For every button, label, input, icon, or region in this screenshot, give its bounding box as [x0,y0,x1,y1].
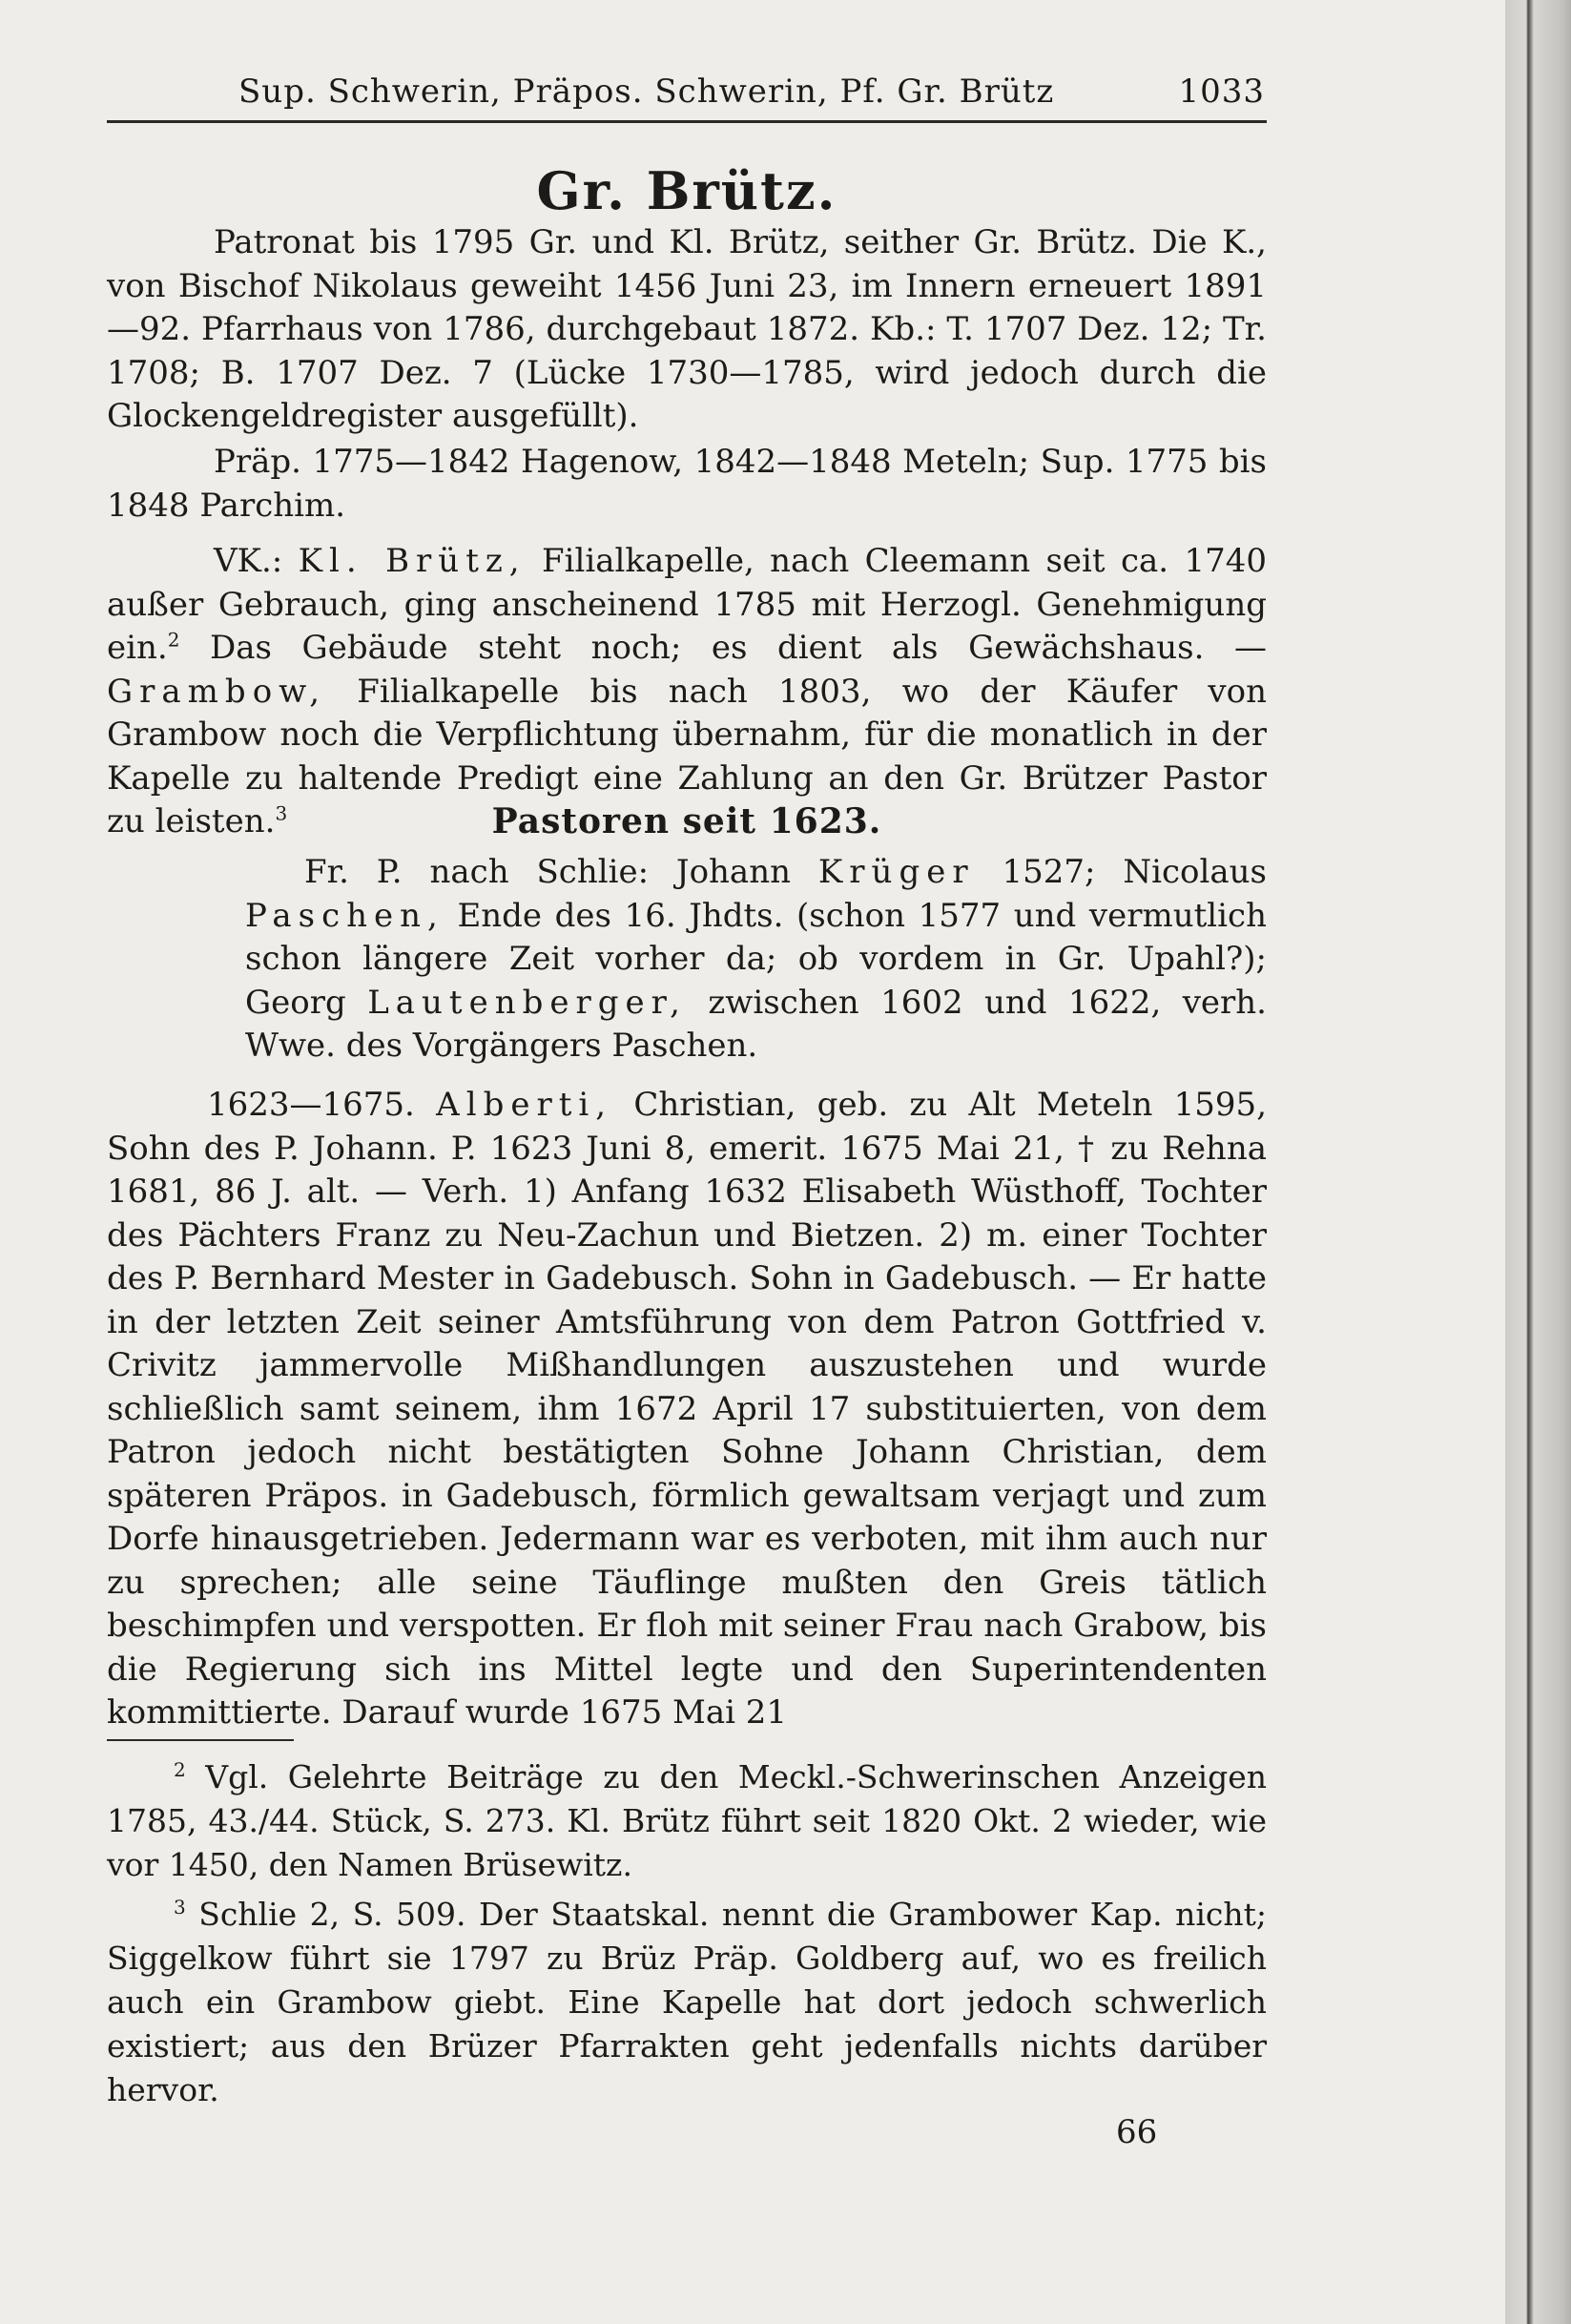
running-title: Sup. Schwerin, Präpos. Schwerin, Pf. Gr. Brütz [238,73,1055,111]
patronat-paragraph: Patronat bis 1795 Gr. und Kl. Brütz, seither Gr. Brütz. Die K., von Bischof Nikolaus geweiht 1456 Juni 23, im Innern erneuert 1891—92. Pfarrhaus von 1786, durchgebaut 1872. Kb.: T. 1707 Dez. 12; Tr. 1708; B. 1707 Dez. 7 (Lücke 1730—1785, wird jedoch durch die Glockengeldregister ausgefüllt). [107,223,1267,435]
footnote-rule [107,1739,294,1741]
fr-krueger: Krüger [817,853,975,891]
footnote-2 [107,1755,1267,1887]
fr-text-d: zwischen 1602 und 1622, verh. Wwe. des Vorgängers Paschen. [245,983,1267,1065]
footnote-ref-3: 3 [275,801,288,825]
vk-label: VK.: [214,542,283,580]
fr-lautenberger: Lautenberger, [367,983,687,1022]
vk-text-2: Das Gebäude steht noch; es dient als Gewächshaus. — [210,629,1267,667]
alberti-text: Christian, geb. zu Alt Meteln 1595, Sohn des P. Johann. P. 1623 Juni 8, emerit. 1675 Mai 21, † zu Rehna 1681, 86 J. alt. — Verh. 1) Anfang 1632 Elisabeth Wüsthoff, Tochter des Pächters Franz zu Neu-Zachun und Bietzen. 2) m. einer Tochter des P. Bernhard Mester in Gadebusch. Sohn in Gadebusch. — Er hatte in der letzten Zeit seiner Amtsführung von dem Patron Gottfried v. Crivitz jammervolle Mißhandlungen auszustehen und wurde schließlich samt seinem, ihm 1672 April 17 substituierten, von dem Patron jedoch nicht bestätigten Sohne Johann Christian, dem späteren Präpos. in Gadebusch, förmlich gewaltsam verjagt und zum Dorfe hinausgetrieben. Jedermann war es verboten, mit ihm auch nur zu sprechen; alle seine Täuflinge mußten den Greis tätlich beschimpfen und verspotten. Er floh mit seiner Frau nach Grabow, bis die Regierung sich ins Mittel legte und den Superintendenten kommittierte. Darauf wurde 1675 Mai 21 [107,1086,1268,1732]
fruehere-pastoren [245,851,1267,1069]
footnote-3 [107,1893,1267,2112]
running-header [107,67,1267,123]
fr-text-a: Fr. P. nach Schlie: Johann [304,853,791,891]
alberti-entry [107,1084,1267,1735]
alberti-name: Alberti, [436,1086,613,1124]
fr-text-b: 1527; Nicolaus [1002,853,1267,891]
fr-paschen: Paschen, [245,896,444,935]
alberti-years: 1623—1675. [207,1086,415,1124]
footnote-ref-2: 2 [167,628,180,652]
footnote-2-text: Vgl. Gelehrte Beiträge zu den Meckl.-Schwerinschen Anzeigen 1785, 43./44. Stück, S. 273. Kl. Brütz führt seit 1820 Okt. 2 wieder, wie vor 1450, den Namen Brüsewitz. [107,1758,1267,1883]
vk-text-1: Filialkapelle, nach Cleemann seit ca. 1740 außer Gebrauch, ging anscheinend 1785 mit Herzogl. Genehmigung ein. [107,542,1267,667]
pastoren-heading: Pastoren seit 1623. [491,801,882,841]
footnote-2-mark: 2 [174,1758,186,1781]
book-binding-edge [1505,0,1571,2324]
vk-kl-bruetz: Kl. Brütz, [298,542,527,580]
parish-title: Gr. Brütz. [536,160,837,221]
praepositur-paragraph: Präp. 1775—1842 Hagenow, 1842—1848 Meteln; Sup. 1775 bis 1848 Parchim. [107,443,1267,525]
footnote-3-mark: 3 [174,1896,186,1919]
fr-text-c: Ende des 16. Jhdts. (schon 1577 und vermutlich schon längere Zeit vorher da; ob vordem in Gr. Upahl?); Georg [245,896,1267,1022]
signature-mark: 66 [1116,2113,1158,2151]
vk-text-3: Filialkapelle bis nach 1803, wo der Käufer von Grambow noch die Verpflichtung übernahm, für die monatlich in der Kapelle zu haltende Predigt eine Zahlung an den Gr. Brützer Pastor zu leisten. [107,672,1267,840]
footnote-3-text: Schlie 2, S. 509. Der Staatskal. nennt die Grambower Kap. nicht; Siggelkow führt sie 1797 zu Brüz Präp. Goldberg auf, wo es freilich auch ein Grambow giebt. Eine Kapelle hat dort jedoch schwerlich existiert; aus den Brüzer Pfarrakten geht jedenfalls nichts darüber hervor. [107,1896,1267,2108]
vk-grambow: Grambow, [107,672,327,711]
page-number: 1033 [1178,73,1265,111]
vk-paragraph [107,540,1267,844]
